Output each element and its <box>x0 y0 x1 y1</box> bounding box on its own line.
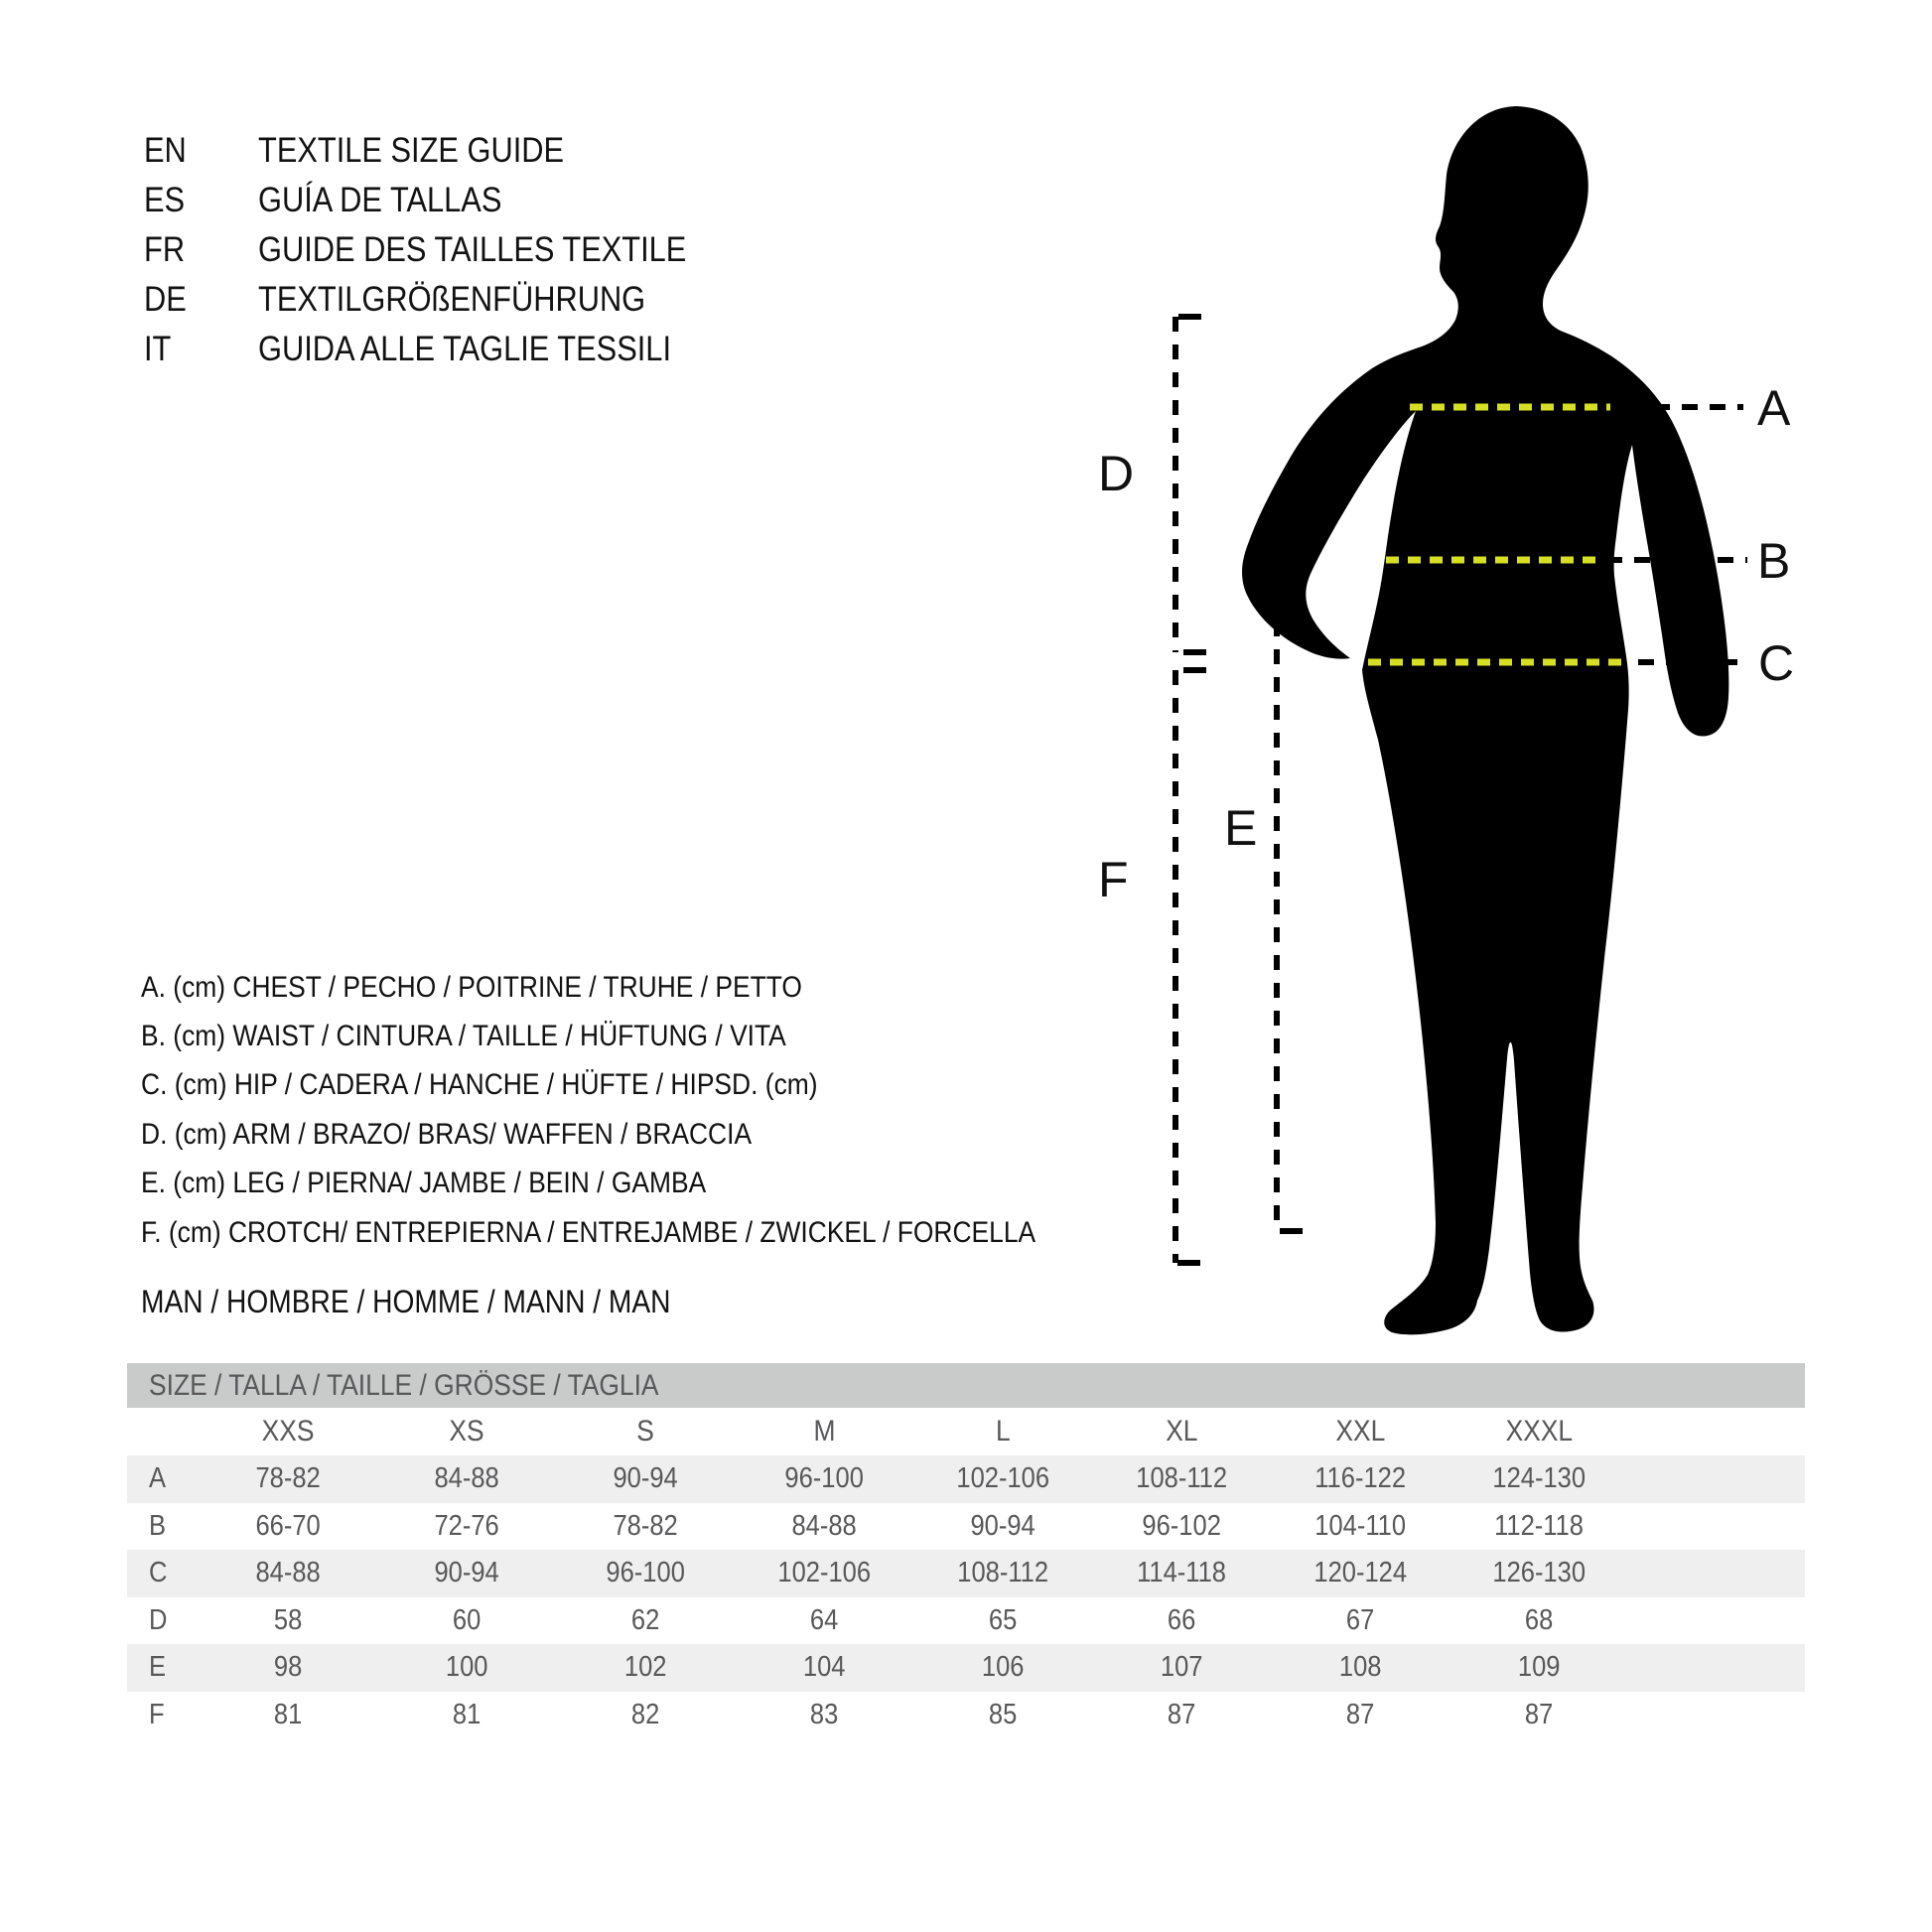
legend-item-c: C. (cm) HIP / CADERA / HANCHE / HÜFTE / HIPSD. (cm) <box>141 1068 818 1102</box>
label-b: B <box>1757 533 1791 589</box>
legend-item-d: D. (cm) ARM / BRAZO/ BRAS/ WAFFEN / BRACCIA <box>141 1117 753 1151</box>
language-code-fr: FR <box>144 230 186 269</box>
guide-title-es: GUÍA DE TALLAS <box>258 181 502 219</box>
guide-title-it: GUIDA ALLE TAGLIE TESSILI <box>258 330 672 368</box>
table-row-f: F 81 81 82 83 85 87 87 87 <box>149 1698 1554 1730</box>
col-m: M <box>813 1415 835 1448</box>
legend-item-f: F. (cm) CROTCH/ ENTREPIERNA / ENTREJAMBE / ZWICKEL / FORCELLA <box>141 1215 1036 1249</box>
language-code-it: IT <box>144 330 172 368</box>
label-f: F <box>1098 852 1129 907</box>
guide-title-en: TEXTILE SIZE GUIDE <box>258 131 565 170</box>
measurement-legend <box>141 963 1158 1257</box>
language-code-de: DE <box>144 280 187 319</box>
gender-line: MAN / HOMBRE / HOMME / MANN / MAN <box>141 1283 671 1319</box>
table-row-e: E 98 100 102 104 106 107 108 109 <box>127 1644 1805 1692</box>
label-d: D <box>1098 446 1135 501</box>
language-code-es: ES <box>144 181 186 219</box>
language-code-en: EN <box>144 131 187 170</box>
col-l: L <box>995 1415 1011 1448</box>
table-row-d: D 58 60 62 64 65 66 67 68 <box>149 1603 1554 1636</box>
size-table <box>127 1363 1805 1738</box>
col-xxs: XXS <box>261 1415 315 1448</box>
size-table-header: SIZE / TALLA / TAILLE / GRÖSSE / TAGLIA <box>127 1363 1805 1408</box>
table-row-a: A 78-82 84-88 90-94 96-100 102-106 108-112 116-122 124-130 <box>127 1455 1805 1503</box>
table-row-b: B 66-70 72-76 78-82 84-88 90-94 96-102 104-110 112-118 <box>149 1509 1584 1542</box>
label-a: A <box>1757 380 1791 436</box>
legend-item-e: E. (cm) LEG / PIERNA/ JAMBE / BEIN / GAMBA <box>141 1167 707 1200</box>
legend-item-b: B. (cm) WAIST / CINTURA / TAILLE / HÜFTUNG / VITA <box>141 1020 786 1053</box>
col-s: S <box>636 1415 654 1448</box>
guide-title-fr: GUIDE DES TAILLES TEXTILE <box>258 230 687 269</box>
label-c: C <box>1758 635 1795 691</box>
col-xxl: XXL <box>1335 1415 1385 1448</box>
label-e: E <box>1224 800 1258 856</box>
col-xxxl: XXXL <box>1505 1415 1573 1448</box>
col-xl: XL <box>1165 1415 1198 1448</box>
table-row-c: C 84-88 90-94 96-100 102-106 108-112 114-118 120-124 126-130 <box>127 1550 1805 1597</box>
man-silhouette <box>1242 106 1728 1334</box>
size-columns-row <box>127 1408 1805 1455</box>
guide-title-de: TEXTILGRÖßENFÜHRUNG <box>258 280 646 319</box>
col-xs: XS <box>449 1415 484 1448</box>
legend-item-a: A. (cm) CHEST / PECHO / POITRINE / TRUHE / PETTO <box>141 970 802 1004</box>
